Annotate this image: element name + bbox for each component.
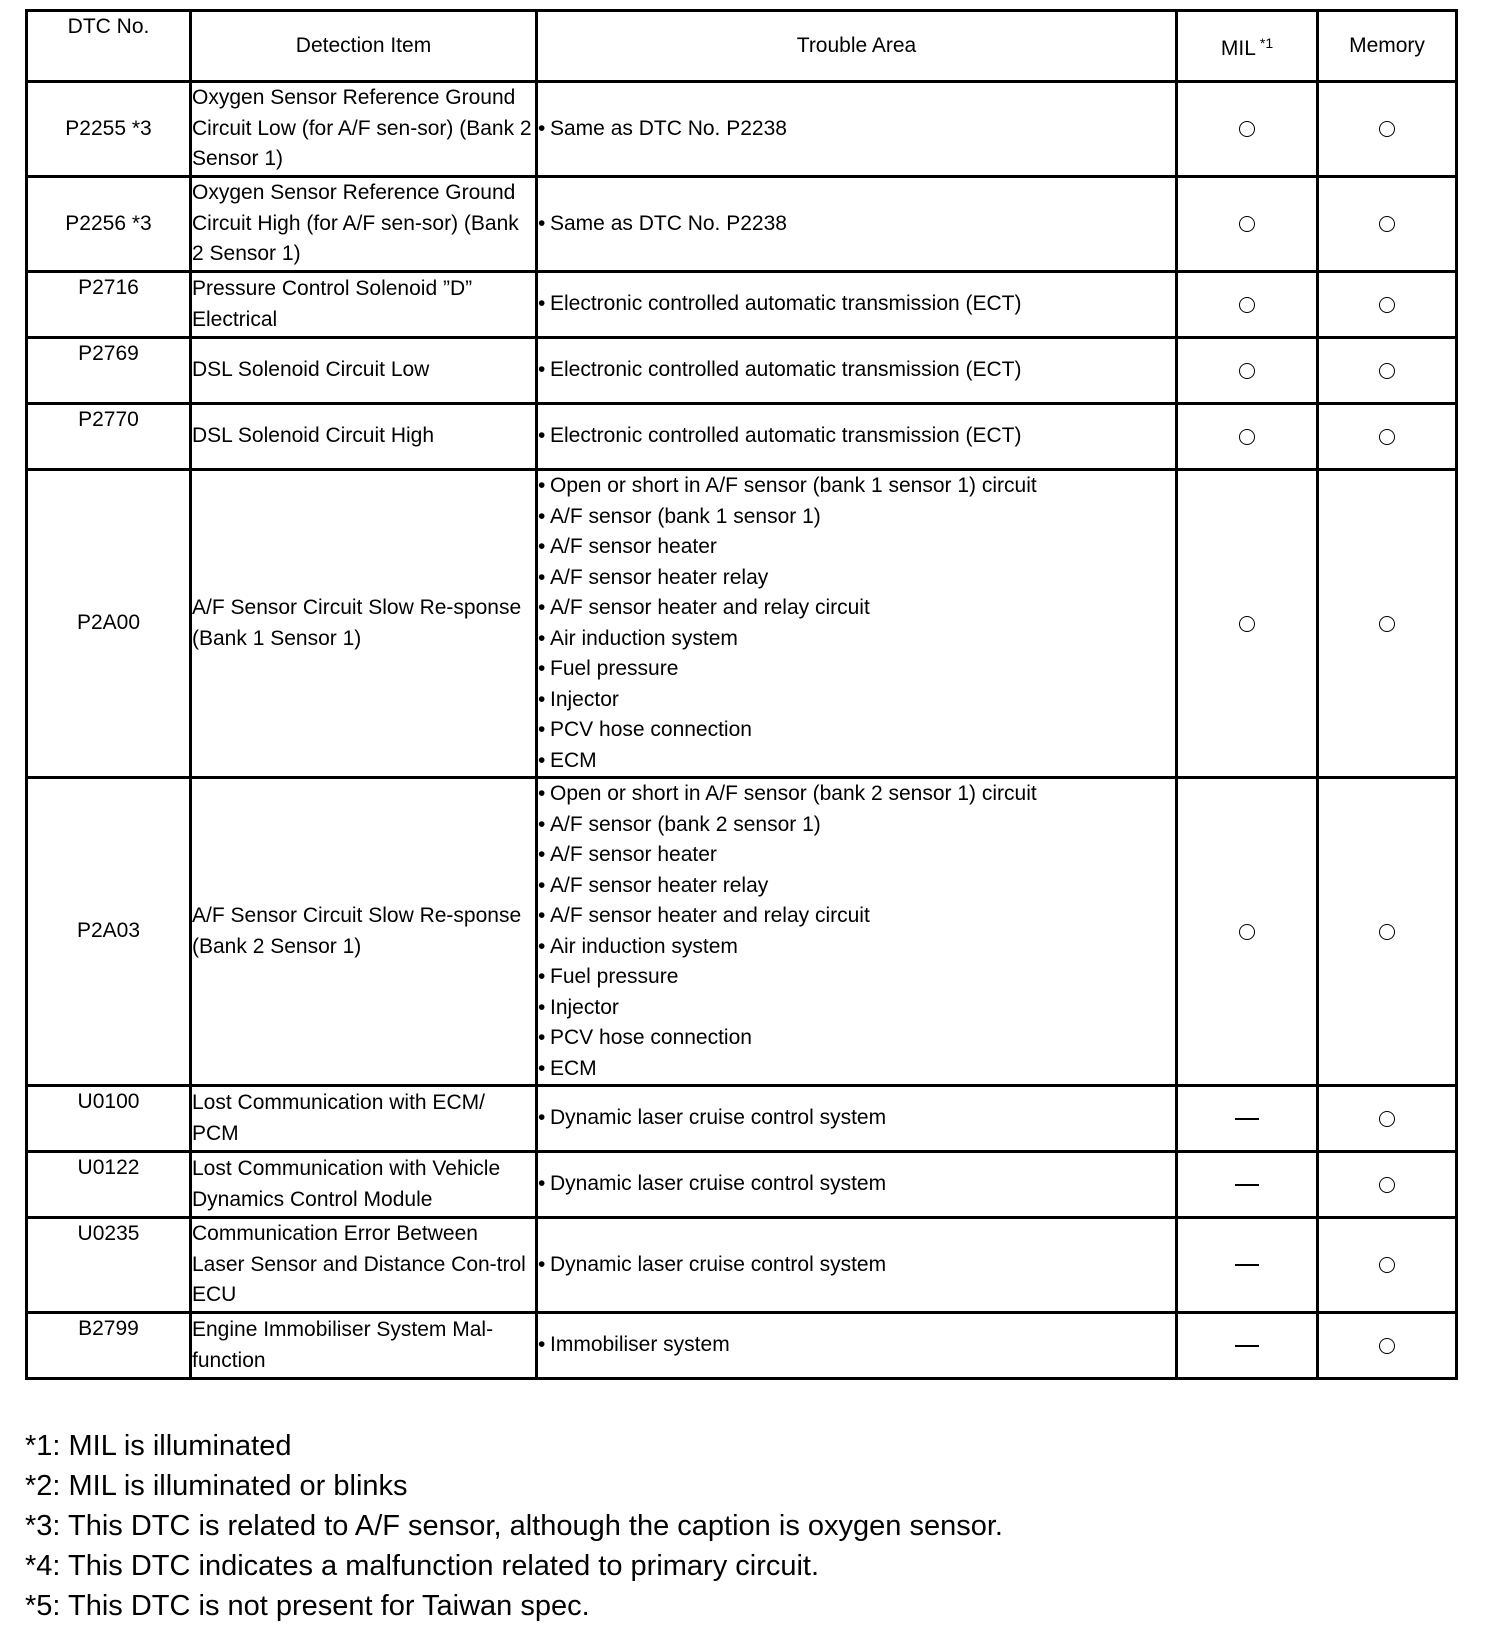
trouble-area bbox=[537, 470, 1177, 778]
trouble-item: • Open or short in A/F sensor (bank 1 sensor 1) circuit bbox=[538, 471, 1175, 502]
circle-icon bbox=[1379, 924, 1395, 940]
header-mil-label: MIL bbox=[1220, 36, 1256, 60]
circle-icon bbox=[1239, 121, 1255, 137]
mil-status bbox=[1177, 404, 1318, 470]
mil-status bbox=[1177, 338, 1318, 404]
trouble-item: • A/F sensor heater relay bbox=[538, 563, 1175, 594]
detection-item: DSL Solenoid Circuit High bbox=[191, 404, 537, 470]
trouble-area bbox=[537, 338, 1177, 404]
memory-status bbox=[1318, 82, 1457, 177]
circle-icon bbox=[1239, 216, 1255, 232]
footnote: *4: This DTC indicates a malfunction related to primary circuit. bbox=[25, 1550, 820, 1582]
dtc-code: P2256 *3 bbox=[27, 177, 191, 272]
circle-icon bbox=[1379, 121, 1395, 137]
trouble-area bbox=[537, 778, 1177, 1086]
circle-icon bbox=[1239, 297, 1255, 313]
trouble-area bbox=[537, 1152, 1177, 1218]
dtc-code: P2A03 bbox=[27, 778, 191, 1086]
memory-status bbox=[1318, 470, 1457, 778]
circle-icon bbox=[1379, 616, 1395, 632]
trouble-item: • Electronic controlled automatic transmission (ECT) bbox=[538, 421, 1175, 452]
memory-status bbox=[1318, 1218, 1457, 1313]
trouble-item: • Fuel pressure bbox=[538, 962, 1175, 993]
detection-item: A/F Sensor Circuit Slow Re-sponse (Bank 2 Sensor 1) bbox=[191, 778, 537, 1086]
table-body bbox=[27, 82, 1457, 1379]
trouble-item: • ECM bbox=[538, 1054, 1175, 1085]
table-row bbox=[27, 338, 1457, 404]
trouble-item: • Dynamic laser cruise control system bbox=[538, 1250, 1175, 1281]
circle-icon bbox=[1239, 363, 1255, 379]
dtc-code: B2799 bbox=[27, 1313, 191, 1379]
circle-icon bbox=[1379, 429, 1395, 445]
mil-status bbox=[1177, 177, 1318, 272]
circle-icon bbox=[1239, 429, 1255, 445]
dash-icon bbox=[1235, 1118, 1259, 1120]
table-row bbox=[27, 1313, 1457, 1379]
trouble-item: • Electronic controlled automatic transmission (ECT) bbox=[538, 289, 1175, 320]
header-dtc-no: DTC No. bbox=[27, 11, 191, 82]
dtc-code: U0100 bbox=[27, 1086, 191, 1152]
dash-icon bbox=[1235, 1345, 1259, 1347]
circle-icon bbox=[1379, 216, 1395, 232]
mil-status bbox=[1177, 82, 1318, 177]
detection-item: DSL Solenoid Circuit Low bbox=[191, 338, 537, 404]
mil-status bbox=[1177, 470, 1318, 778]
mil-status bbox=[1177, 1313, 1318, 1379]
trouble-item: • Same as DTC No. P2238 bbox=[538, 114, 1175, 145]
table-row bbox=[27, 1086, 1457, 1152]
dtc-table bbox=[25, 9, 1458, 1380]
table-header bbox=[27, 11, 1457, 82]
table-row bbox=[27, 404, 1457, 470]
memory-status bbox=[1318, 1086, 1457, 1152]
trouble-item: • A/F sensor heater bbox=[538, 532, 1175, 563]
trouble-area bbox=[537, 1086, 1177, 1152]
trouble-item: • A/F sensor (bank 1 sensor 1) bbox=[538, 502, 1175, 533]
trouble-item: • ECM bbox=[538, 746, 1175, 777]
dtc-code: P2255 *3 bbox=[27, 82, 191, 177]
footnote: *3: This DTC is related to A/F sensor, although the caption is oxygen sensor. bbox=[25, 1510, 1003, 1542]
detection-item: Communication Error Between Laser Sensor and Distance Con-trol ECU bbox=[191, 1218, 537, 1313]
detection-item: Lost Communication with Vehicle Dynamics Control Module bbox=[191, 1152, 537, 1218]
trouble-item: • PCV hose connection bbox=[538, 715, 1175, 746]
footnote: *2: MIL is illuminated or blinks bbox=[25, 1470, 408, 1502]
mil-status bbox=[1177, 1218, 1318, 1313]
circle-icon bbox=[1379, 363, 1395, 379]
trouble-area bbox=[537, 82, 1177, 177]
detection-item: Pressure Control Solenoid ”D” Electrical bbox=[191, 272, 537, 338]
table-row bbox=[27, 177, 1457, 272]
trouble-item: • Dynamic laser cruise control system bbox=[538, 1103, 1175, 1134]
table-row bbox=[27, 470, 1457, 778]
dtc-code: P2769 bbox=[27, 338, 191, 404]
trouble-area bbox=[537, 177, 1177, 272]
circle-icon bbox=[1239, 616, 1255, 632]
table-row bbox=[27, 1152, 1457, 1218]
trouble-area bbox=[537, 1313, 1177, 1379]
trouble-item: • A/F sensor heater and relay circuit bbox=[538, 593, 1175, 624]
dtc-code: U0122 bbox=[27, 1152, 191, 1218]
mil-status bbox=[1177, 778, 1318, 1086]
header-mil-footnote: *1 bbox=[1259, 34, 1274, 51]
trouble-item: • Injector bbox=[538, 685, 1175, 716]
footnotes bbox=[25, 1426, 1003, 1626]
trouble-area bbox=[537, 272, 1177, 338]
memory-status bbox=[1318, 177, 1457, 272]
table-row bbox=[27, 1218, 1457, 1313]
detection-item: Engine Immobiliser System Mal-function bbox=[191, 1313, 537, 1379]
trouble-item: • A/F sensor heater bbox=[538, 840, 1175, 871]
header-memory: Memory bbox=[1318, 11, 1457, 82]
table-row bbox=[27, 82, 1457, 177]
footnote: *5: This DTC is not present for Taiwan spec. bbox=[25, 1590, 590, 1622]
detection-item: A/F Sensor Circuit Slow Re-sponse (Bank 1 Sensor 1) bbox=[191, 470, 537, 778]
circle-icon bbox=[1379, 1177, 1395, 1193]
trouble-item: • Injector bbox=[538, 993, 1175, 1024]
circle-icon bbox=[1379, 1257, 1395, 1273]
trouble-item: • Air induction system bbox=[538, 932, 1175, 963]
header-trouble-area: Trouble Area bbox=[537, 11, 1177, 82]
trouble-item: • A/F sensor (bank 2 sensor 1) bbox=[538, 810, 1175, 841]
detection-item: Oxygen Sensor Reference Ground Circuit Low (for A/F sen-sor) (Bank 2 Sensor 1) bbox=[191, 82, 537, 177]
memory-status bbox=[1318, 778, 1457, 1086]
mil-status bbox=[1177, 1086, 1318, 1152]
trouble-item: • A/F sensor heater relay bbox=[538, 871, 1175, 902]
memory-status bbox=[1318, 272, 1457, 338]
memory-status bbox=[1318, 1313, 1457, 1379]
detection-item: Lost Communication with ECM/ PCM bbox=[191, 1086, 537, 1152]
trouble-area bbox=[537, 404, 1177, 470]
header-detection-item: Detection Item bbox=[191, 11, 537, 82]
dtc-code: P2716 bbox=[27, 272, 191, 338]
circle-icon bbox=[1239, 924, 1255, 940]
table-row bbox=[27, 778, 1457, 1086]
trouble-item: • Dynamic laser cruise control system bbox=[538, 1169, 1175, 1200]
header-mil bbox=[1177, 11, 1318, 82]
trouble-item: • PCV hose connection bbox=[538, 1023, 1175, 1054]
dash-icon bbox=[1235, 1264, 1259, 1266]
trouble-item: • A/F sensor heater and relay circuit bbox=[538, 901, 1175, 932]
trouble-area bbox=[537, 1218, 1177, 1313]
detection-item: Oxygen Sensor Reference Ground Circuit High (for A/F sen-sor) (Bank 2 Sensor 1) bbox=[191, 177, 537, 272]
mil-status bbox=[1177, 1152, 1318, 1218]
memory-status bbox=[1318, 338, 1457, 404]
dash-icon bbox=[1235, 1184, 1259, 1186]
circle-icon bbox=[1379, 297, 1395, 313]
circle-icon bbox=[1379, 1111, 1395, 1127]
memory-status bbox=[1318, 1152, 1457, 1218]
footnote: *1: MIL is illuminated bbox=[25, 1430, 292, 1462]
dtc-code: P2A00 bbox=[27, 470, 191, 778]
dtc-code: P2770 bbox=[27, 404, 191, 470]
trouble-item: • Same as DTC No. P2238 bbox=[538, 209, 1175, 240]
memory-status bbox=[1318, 404, 1457, 470]
dtc-code: U0235 bbox=[27, 1218, 191, 1313]
trouble-item: • Air induction system bbox=[538, 624, 1175, 655]
trouble-item: • Immobiliser system bbox=[538, 1330, 1175, 1361]
table-row bbox=[27, 272, 1457, 338]
trouble-item: • Fuel pressure bbox=[538, 654, 1175, 685]
trouble-item: • Electronic controlled automatic transmission (ECT) bbox=[538, 355, 1175, 386]
trouble-item: • Open or short in A/F sensor (bank 2 sensor 1) circuit bbox=[538, 779, 1175, 810]
mil-status bbox=[1177, 272, 1318, 338]
circle-icon bbox=[1379, 1338, 1395, 1354]
